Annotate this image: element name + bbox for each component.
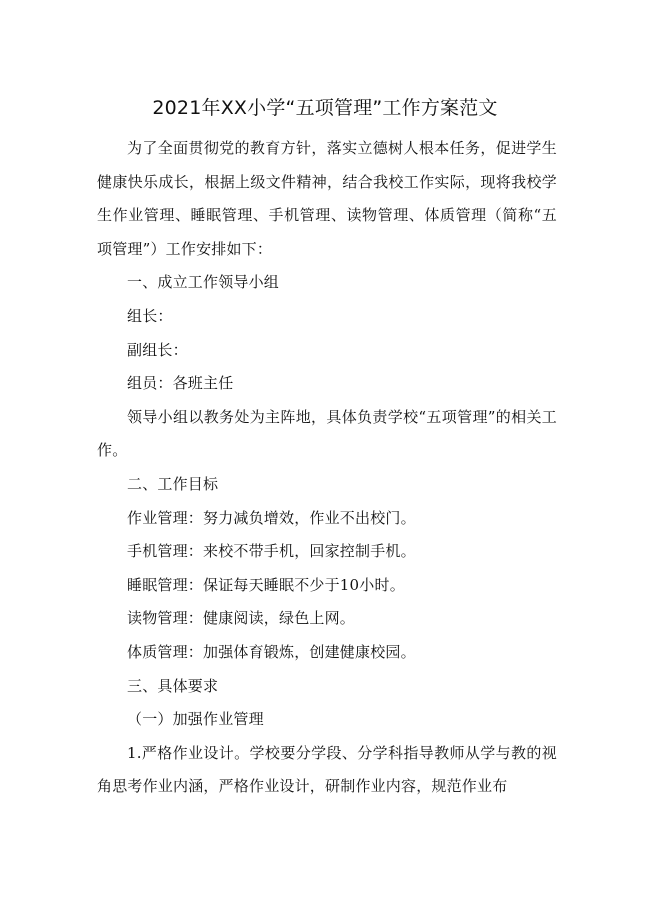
leader-line: 组长： — [127, 306, 173, 325]
section-2-heading: 二、工作目标 — [127, 474, 219, 493]
goal-homework: 作业管理：努力减负增效，作业不出校门。 — [127, 508, 416, 527]
goal-phone: 手机管理：来校不带手机，回家控制手机。 — [127, 542, 416, 561]
intro-paragraph: 为了全面贯彻党的教育方针，落实立德树人根本任务，促进学生健康快乐成长，根据上级文件精神，结合我校工作实际，现将我校学生作业管理、睡眠管理、手机管理、读物管理、体质管理（简称“五项管理”）工作安排如下： — [97, 139, 557, 258]
document-body — [97, 132, 557, 804]
section-1-heading: 一、成立工作领导小组 — [127, 273, 280, 292]
members-line: 组员：各班主任 — [127, 374, 234, 393]
deputy-leader-line: 副组长： — [127, 340, 188, 359]
goal-fitness: 体质管理：加强体育锻炼，创建健康校园。 — [127, 642, 416, 661]
goal-sleep: 睡眠管理：保证每天睡眠不少于10小时。 — [127, 575, 405, 594]
goal-reading: 读物管理：健康阅读，绿色上网。 — [127, 609, 356, 628]
leadership-description: 领导小组以教务处为主阵地，具体负责学校“五项管理”的相关工作。 — [97, 407, 557, 460]
section-3-heading: 三、具体要求 — [127, 676, 219, 695]
subsection-1-heading: （一）加强作业管理 — [127, 710, 264, 729]
requirement-item-1: 1.严格作业设计。学校要分学段、分学科指导教师从学与教的视角思考作业内涵，严格作业设计，研制作业内容，规范作业布 — [97, 743, 557, 796]
document-title: 2021年XX小学“五项管理”工作方案范文 — [152, 97, 498, 119]
